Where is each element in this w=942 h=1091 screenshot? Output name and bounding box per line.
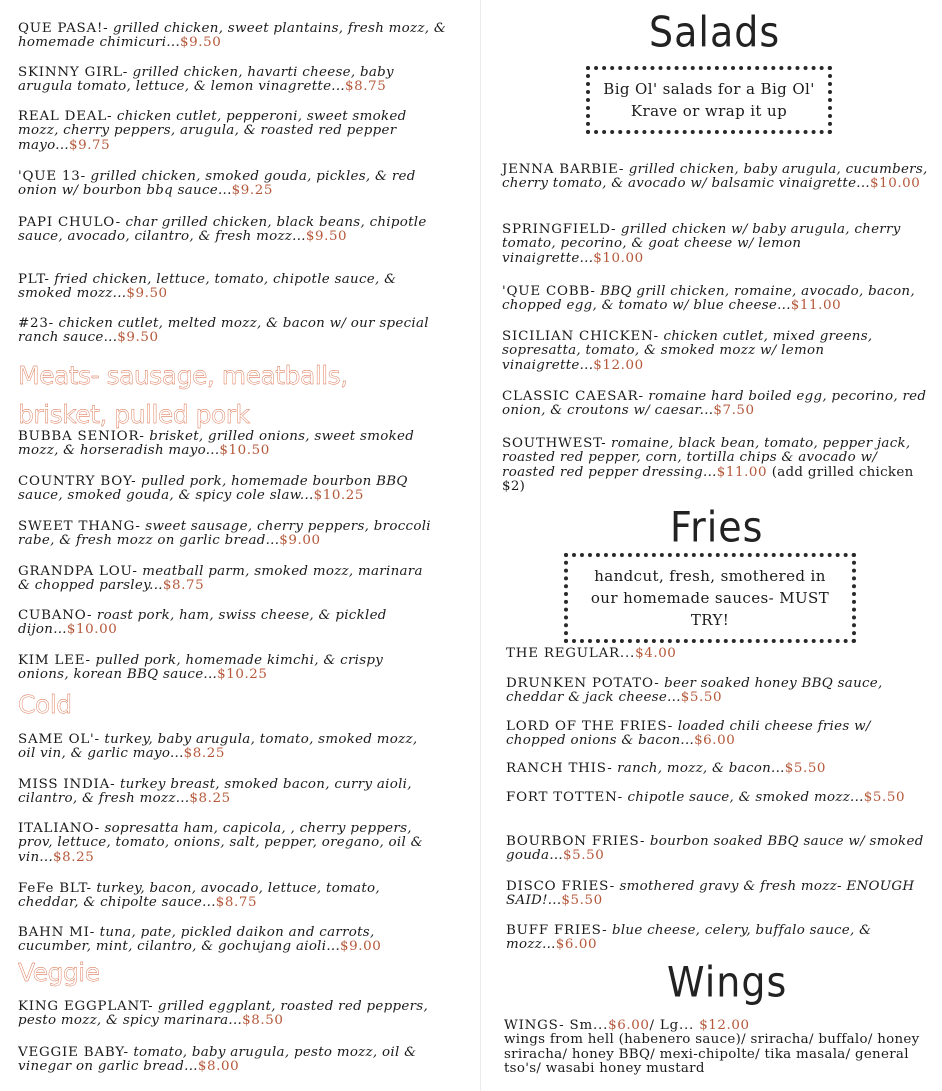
section-title-meats: Meats- sausage, meatballs, brisket, pulled pork — [18, 361, 348, 429]
menu-item-description: tuna, pate, pickled daikon and carrots, cucumber, mint, cilantro, & gochujang aioli... — [18, 925, 375, 955]
menu-item — [18, 733, 438, 762]
menu-item-name: BAHN MI- — [18, 925, 96, 940]
salads-title: Salads — [649, 7, 781, 57]
menu-item-name: REAL DEAL- — [18, 109, 113, 124]
menu-item — [502, 390, 932, 419]
menu-item — [506, 720, 926, 749]
wings-name: WINGS- — [504, 1018, 565, 1033]
menu-item-price: $10.00 — [869, 176, 921, 192]
menu-item — [18, 1000, 458, 1029]
menu-item-name: MISS INDIA- — [18, 777, 116, 792]
menu-item-price: $8.75 — [215, 895, 258, 911]
menu-item — [18, 273, 450, 302]
menu-item-name: DISCO FRIES- — [506, 879, 615, 894]
menu-item-name: FORT TOTTEN- — [506, 790, 623, 805]
menu-item-price: $10.00 — [593, 250, 644, 266]
wings-item — [504, 1019, 934, 1077]
menu-item — [18, 778, 438, 807]
menu-item — [506, 924, 926, 953]
menu-item-name: KIM LEE- — [18, 653, 91, 668]
menu-item-description: turkey, bacon, avocado, lettuce, tomato, cheddar, & chipolte sauce... — [18, 881, 380, 911]
menu-item-name: 'QUE 13- — [18, 169, 86, 184]
menu-item — [506, 835, 926, 864]
menu-item — [18, 654, 438, 683]
menu-item-price: $8.25 — [53, 849, 95, 865]
menu-item-description: grilled chicken, baby arugula, cucumbers, cherry tomato, & avocado w/ balsamic vinaigrette... — [502, 162, 928, 192]
menu-item — [18, 475, 438, 504]
menu-item-name: SPRINGFIELD- — [502, 222, 617, 237]
menu-item-description: tomato, baby arugula, pesto mozz, oil & vinegar on garlic bread... — [18, 1045, 417, 1075]
menu-item-name: SKINNY GIRL- — [18, 65, 129, 80]
menu-item-name: BUFF FRIES- — [506, 923, 608, 938]
menu-item-description: chipotle sauce, & smoked mozz... — [622, 790, 864, 805]
menu-item-description: blue cheese, celery, buffalo sauce, & mozz... — [506, 923, 872, 953]
menu-item-description: chicken cutlet, mixed greens, sopresatta, tomato, & smoked mozz w/ lemon vinaigrette... — [502, 329, 873, 373]
menu-item-name: PLT- — [18, 272, 50, 287]
menu-item-price: $10.25 — [313, 488, 365, 504]
menu-item-description: chicken cutlet, pepperoni, sweet smoked mozz, cherry peppers, arugula, & roasted red pepper mayo... — [18, 109, 407, 153]
menu-item — [506, 762, 926, 776]
menu-item-description: grilled chicken w/ baby arugula, cherry tomato, pecorino, & goat cheese w/ lemon vinaigrette... — [502, 222, 901, 266]
menu-item-description: romaine, black bean, tomato, pepper jack, roasted red pepper, corn, tortilla chips & avocado w/ roasted red pepper dressing... — [502, 436, 911, 480]
menu-item — [18, 22, 450, 51]
menu-item-description: loaded chili cheese fries w/ chopped onions & bacon... — [506, 719, 871, 749]
menu-item-price: $5.50 — [784, 761, 827, 776]
menu-item — [506, 880, 926, 909]
menu-item-price: $8.00 — [197, 1059, 240, 1075]
menu-item — [18, 882, 438, 911]
menu-item-price: $10.50 — [219, 443, 270, 459]
menu-item-price: $6.00 — [694, 733, 736, 749]
menu-item-price: $9.00 — [279, 533, 321, 549]
wings-lg-label: / Lg... — [649, 1018, 700, 1033]
section-title-cold: Cold — [18, 690, 72, 719]
menu-item — [506, 677, 926, 706]
menu-item — [18, 609, 438, 638]
wings-sm-price: $6.00 — [608, 1018, 650, 1033]
menu-item-name: QUE PASA!- — [18, 21, 109, 36]
menu-item-price: $4.00 — [635, 646, 677, 661]
menu-item-price: $8.75 — [162, 578, 205, 594]
menu-item-description: smothered gravy & fresh mozz- ENOUGH SAID!... — [506, 879, 915, 909]
menu-item-name: SOUTHWEST- — [502, 436, 607, 451]
menu-item — [18, 822, 438, 865]
menu-item-name: LORD OF THE FRIES- — [506, 719, 674, 734]
menu-item-price: $5.50 — [863, 790, 906, 805]
menu-item-price: $9.50 — [305, 229, 348, 245]
menu-item-name: THE REGULAR... — [506, 646, 636, 661]
menu-item — [18, 170, 450, 199]
menu-item — [502, 163, 932, 192]
menu-item-price: $7.50 — [713, 403, 755, 419]
menu-item-description: fried chicken, lettuce, tomato, chipotle sauce, & smoked mozz... — [18, 272, 397, 302]
menu-item-price: $11.00 — [790, 298, 842, 314]
menu-item — [18, 66, 450, 95]
menu-item-price: $6.00 — [555, 937, 598, 953]
menu-item-price: $5.50 — [680, 690, 723, 706]
menu-item-description: turkey breast, smoked bacon, curry aioli, cilantro, & fresh mozz... — [18, 777, 412, 807]
menu-item-description: BBQ grill chicken, romaine, avocado, bacon, chopped egg, & tomato w/ blue cheese... — [502, 284, 915, 314]
menu-item-description: beer soaked honey BBQ sauce, cheddar & jack cheese... — [506, 676, 883, 706]
menu-item-price: $8.25 — [183, 746, 226, 762]
wings-title: Wings — [667, 957, 788, 1007]
menu-item-price: $9.75 — [68, 137, 111, 153]
menu-item-name: COUNTRY BOY- — [18, 474, 137, 489]
menu-item-name: JENNA BARBIE- — [502, 162, 625, 177]
menu-item-description: grilled chicken, smoked gouda, pickles, & red onion w/ bourbon bbq sauce... — [18, 169, 416, 199]
menu-item-name: VEGGIE BABY- — [18, 1045, 129, 1060]
menu-item-name: CLASSIC CAESAR- — [502, 389, 644, 404]
menu-item-price: $10.00 — [66, 622, 118, 638]
menu-item-price: $8.75 — [344, 79, 387, 95]
wings-lg-price: $12.00 — [699, 1018, 750, 1033]
fries-title: Fries — [670, 502, 764, 552]
menu-item-description: ranch, mozz, & bacon... — [612, 761, 785, 776]
menu-item — [506, 791, 926, 805]
menu-item-name: PAPI CHULO- — [18, 215, 121, 230]
menu-item-price: $9.25 — [231, 183, 274, 199]
menu-item — [502, 285, 932, 314]
menu-item — [18, 216, 450, 245]
menu-item-name: KING EGGPLANT- — [18, 999, 154, 1014]
menu-item — [18, 317, 450, 346]
menu-item-description: meatball parm, smoked mozz, marinara & chopped parsley... — [18, 564, 423, 594]
menu-item-description: sopresatta ham, capicola, , cherry peppers, prov, lettuce, tomato, onions, salt, pepper, oregano, oil & vin... — [18, 821, 423, 865]
menu-item — [18, 565, 438, 594]
menu-item-name: CUBANO- — [18, 608, 93, 623]
menu-item — [18, 1046, 458, 1075]
menu-item-name: GRANDPA LOU- — [18, 564, 138, 579]
fries-tagline-box: handcut, fresh, smothered in our homemade sauces- MUST TRY! — [564, 553, 856, 643]
menu-item — [506, 647, 926, 661]
menu-item-description: chicken cutlet, melted mozz, & bacon w/ our special ranch sauce... — [18, 316, 429, 346]
menu-item-name: DRUNKEN POTATO- — [506, 676, 660, 691]
menu-item-description: char grilled chicken, black beans, chipotle sauce, avocado, cilantro, & fresh mozz... — [18, 215, 427, 245]
wings-flavors: wings from hell (habenero sauce)/ sriracha/ buffalo/ honey sriracha/ honey BBQ/ mexi-chipolte/ tika masala/ general tso's/ wasabi honey mustard — [504, 1032, 920, 1077]
menu-item — [502, 330, 932, 373]
menu-item-description: pulled pork, homemade kimchi, & crispy onions, korean BBQ sauce... — [18, 653, 384, 683]
menu-item-extra: (add grilled chicken $2) — [502, 464, 914, 495]
menu-item-name: 'QUE COBB- — [502, 284, 596, 299]
menu-item-price: $9.50 — [126, 286, 168, 302]
menu-item — [18, 430, 438, 459]
menu-item — [502, 437, 932, 495]
menu-item-description: romaine hard boiled egg, pecorino, red onion, & croutons w/ caesar... — [502, 389, 927, 419]
menu-item-description: pulled pork, homemade bourbon BBQ sauce, smoked gouda, & spicy cole slaw... — [18, 474, 408, 504]
menu-item-price: $5.50 — [562, 848, 605, 864]
menu-item-price: $12.00 — [593, 357, 644, 373]
menu-item-price: $11.00 — [716, 464, 768, 480]
menu-item-name: #23- — [18, 316, 54, 331]
menu-item-description: grilled chicken, sweet plantains, fresh mozz, & homemade chimicuri... — [18, 21, 447, 51]
menu-item-description: roast pork, ham, swiss cheese, & pickled dijon... — [18, 608, 387, 638]
menu-item-name: ITALIANO- — [18, 821, 100, 836]
menu-item-description: grilled eggplant, roasted red peppers, pesto mozz, & spicy marinara... — [18, 999, 429, 1029]
menu-item-description: turkey, baby arugula, tomato, smoked mozz, oil vin, & garlic mayo... — [18, 732, 418, 762]
menu-item-price: $10.25 — [217, 667, 268, 683]
menu-item-price: $9.50 — [180, 35, 222, 51]
menu-item — [502, 223, 932, 266]
menu-item-name: RANCH THIS- — [506, 761, 613, 776]
page-fold — [480, 0, 481, 1091]
menu-item-name: FeFe BLT- — [18, 881, 92, 896]
menu-item-price: $5.50 — [561, 893, 603, 909]
menu-item-name: SAME OL'- — [18, 732, 100, 747]
menu-item-price: $9.50 — [117, 330, 159, 346]
menu-item-price: $9.00 — [340, 939, 382, 955]
menu-item-name: SWEET THANG- — [18, 519, 141, 534]
menu-item — [18, 110, 450, 153]
menu-item-description: sweet sausage, cherry peppers, broccoli rabe, & fresh mozz on garlic bread... — [18, 519, 431, 549]
menu-item-description: grilled chicken, havarti cheese, baby arugula tomato, lettuce, & lemon vinagrette... — [18, 65, 394, 95]
wings-sm-label: Sm... — [564, 1018, 609, 1033]
menu-item-description: bourbon soaked BBQ sauce w/ smoked gouda... — [506, 834, 924, 864]
salads-tagline-box: Big Ol' salads for a Big Ol' Krave or wrap it up — [586, 66, 832, 134]
menu-item-name: SICILIAN CHICKEN- — [502, 329, 659, 344]
menu-item — [18, 926, 438, 955]
menu-item-price: $8.25 — [189, 791, 231, 807]
section-title-veggie: Veggie — [18, 958, 100, 987]
menu-item-price: $8.50 — [242, 1013, 284, 1029]
menu-item — [18, 520, 438, 549]
menu-item-description: brisket, grilled onions, sweet smoked mozz, & horseradish mayo... — [18, 429, 415, 459]
menu-item-name: BOURBON FRIES- — [506, 834, 646, 849]
menu-item-name: BUBBA SENIOR- — [18, 429, 145, 444]
